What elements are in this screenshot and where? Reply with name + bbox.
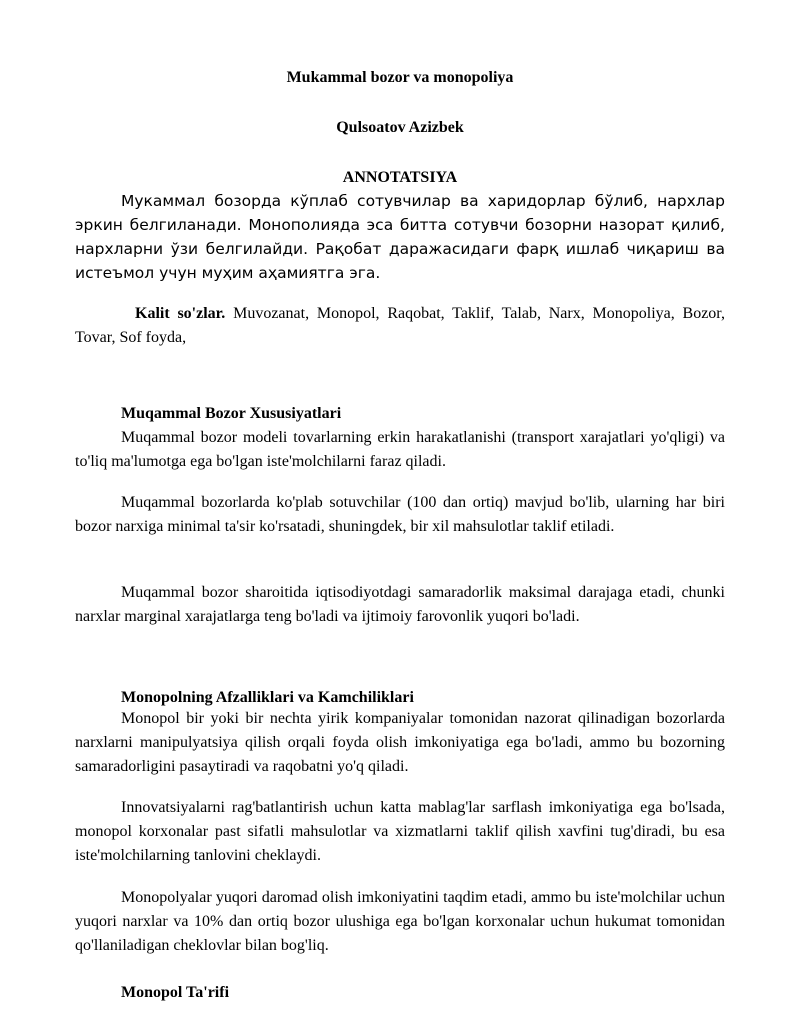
section-paragraph: Muqammal bozor modeli tovarlarning erkin harakatlanishi (transport xarajatlari yo'qligi) va to'liq ma'lumotga ega bo'lgan iste'molchilarni faraz qiladi. [75, 429, 725, 470]
section-paragraph: Monopol bir yoki bir nechta yirik kompaniyalar tomonidan nazorat qilinadigan bozorlarda narxlarni manipulyatsiya qilish orqali foyda olish imkoniyatiga ega bo'ladi, ammo bu bozorning samaradorligini pasaytiradi va raqobatni yo'q qiladi. [75, 710, 725, 775]
keywords-text: Muvozanat, Monopol, Raqobat, Taklif, Talab, Narx, Monopoliya, Bozor, Tovar, Sof foyda, [75, 305, 725, 346]
keywords-label: Kalit so'zlar. [135, 305, 226, 322]
section-paragraph: Innovatsiyalarni rag'batlantirish uchun katta mablag'lar sarflash imkoniyatiga ega bo'lsada, monopol korxonalar past sifatli mahsulotlar va xizmatlarni taklif qilish xavfini tug'diradi, bu esa iste'molchilarning tanlovini cheklaydi. [75, 799, 725, 864]
document-title: Mukammal bozor va monopoliya [286, 69, 514, 86]
document-author: Qulsoatov Azizbek [336, 119, 464, 136]
section-paragraph: Muqammal bozor sharoitida iqtisodiyotdagi samaradorlik maksimal darajaga etadi, chunki narxlar marginal xarajatlarga teng bo'ladi va ijtimoiy farovonlik yuqori bo'ladi. [75, 584, 725, 625]
section-paragraph: Monopolyalar yuqori daromad olish imkoniyatini taqdim etadi, ammo bu iste'molchilar uchun yuqori narxlar va 10% dan ortiq bozor ulushiga ega bo'lgan korxonalar uchun hukumat tomonidan qo'llaniladigan cheklovlar bilan bog'liq. [75, 889, 725, 954]
section-paragraph: Muqammal bozorlarda ko'plab sotuvchilar (100 dan ortiq) mavjud bo'lib, ularning har biri bozor narxiga minimal ta'sir ko'rsatadi, shuningdek, bir xil mahsulotlar taklif etiladi. [75, 494, 725, 535]
annotation-text: Мукаммал бозорда кўплаб сотувчилар ва харидорлар бўлиб, нархлар эркин белгиланади. Монополияда эса битта сотувчи бозорни назорат қилиб, нархларни ўзи белгилайди. Рақобат даражасидаги фарқ ишлаб чиқариш ва истеъмол учун муҳим аҳамиятга эга. [75, 192, 725, 282]
section-heading: Monopolning Afzalliklari va Kamchiliklari [121, 689, 414, 706]
section-heading: Monopol Ta'rifi [121, 984, 230, 1001]
section-heading: Muqammal Bozor Xususiyatlari [121, 405, 342, 422]
annotation-heading: ANNOTATSIYA [342, 169, 458, 186]
keywords-paragraph [75, 302, 725, 350]
